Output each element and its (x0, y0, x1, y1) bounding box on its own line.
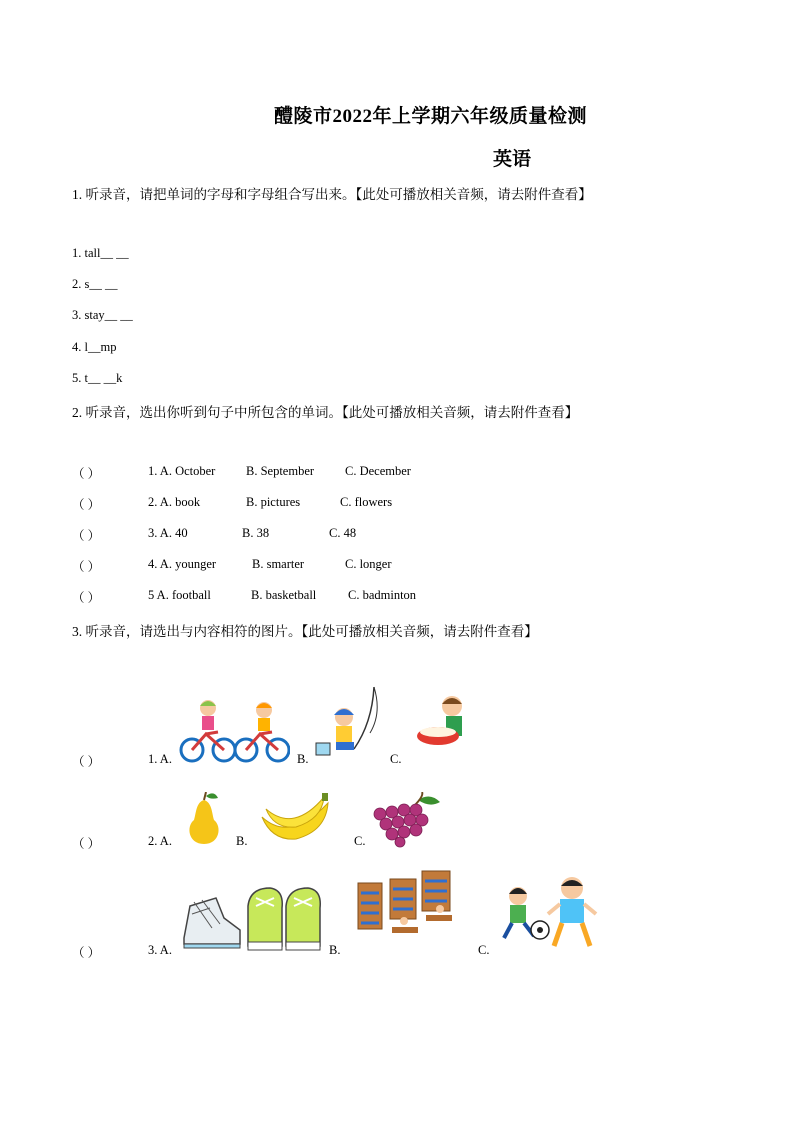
page-title: 醴陵市2022年上学期六年级质量检测 (274, 106, 588, 127)
option-c-label: C. (390, 752, 402, 766)
library-picture (356, 869, 460, 951)
option-a-label: 2. A. (148, 834, 172, 848)
option-b-label: B. (297, 752, 309, 766)
option-b: B. 38 (242, 526, 270, 540)
option-b: B. smarter (252, 557, 305, 571)
section1-item-3: 3. stay__ __ (72, 308, 133, 322)
answer-paren: （ ） (72, 560, 101, 574)
option-c-label: C. (478, 943, 490, 957)
answer-paren: （ ） (72, 755, 101, 769)
option-a-label: 3. A. (148, 943, 172, 957)
option-a: 2. A. book (148, 495, 201, 509)
answer-paren: （ ） (72, 591, 101, 605)
pear-picture (182, 792, 226, 848)
option-a: 3. A. 40 (148, 526, 188, 540)
option-b: B. basketball (251, 588, 317, 602)
option-c: C. badminton (348, 588, 417, 602)
option-a-label: 1. A. (148, 752, 172, 766)
grapes-picture (370, 792, 442, 848)
section2-instruction: 2. 听录音，选出你听到句子中所包含的单词。【此处可播放相关音频，请去附件查看】 (72, 405, 579, 420)
option-c: C. flowers (340, 495, 393, 509)
option-b-label: B. (329, 943, 341, 957)
answer-paren: （ ） (72, 529, 101, 543)
option-b: B. pictures (246, 495, 301, 509)
option-c-label: C. (354, 834, 366, 848)
section1-item-5: 5. t__ __k (72, 371, 123, 385)
section1-item-4: 4. l__mp (72, 340, 117, 354)
boy-washing-clothes-picture (416, 692, 474, 758)
option-a: 1. A. October (148, 464, 216, 478)
option-c: C. December (345, 464, 411, 478)
option-a: 4. A. younger (148, 557, 217, 571)
option-b: B. September (246, 464, 315, 478)
section1-instruction: 1. 听录音，请把单词的字母和字母组合写出来。【此处可播放相关音频，请去附件查看】 (72, 187, 592, 202)
answer-paren: （ ） (72, 498, 101, 512)
section1-item-1: 1. tall__ __ (72, 246, 129, 260)
section1-item-2: 2. s__ __ (72, 277, 118, 291)
boy-fishing-picture (314, 683, 388, 763)
sneakers-picture (180, 884, 341, 957)
option-c: C. longer (345, 557, 392, 571)
option-b-label: B. (236, 834, 248, 848)
answer-paren: （ ） (72, 467, 101, 481)
option-a: 5 A. football (148, 588, 211, 602)
section3-instruction: 3. 听录音，请选出与内容相符的图片。【此处可播放相关音频，请去附件查看】 (72, 624, 538, 639)
banana-picture (260, 793, 332, 845)
option-c: C. 48 (329, 526, 357, 540)
kids-riding-bikes-picture (178, 694, 290, 766)
page-subtitle: 英语 (493, 149, 532, 170)
answer-paren: （ ） (72, 837, 101, 851)
answer-paren: （ ） (72, 946, 101, 960)
kids-playing-football-picture (498, 874, 600, 954)
